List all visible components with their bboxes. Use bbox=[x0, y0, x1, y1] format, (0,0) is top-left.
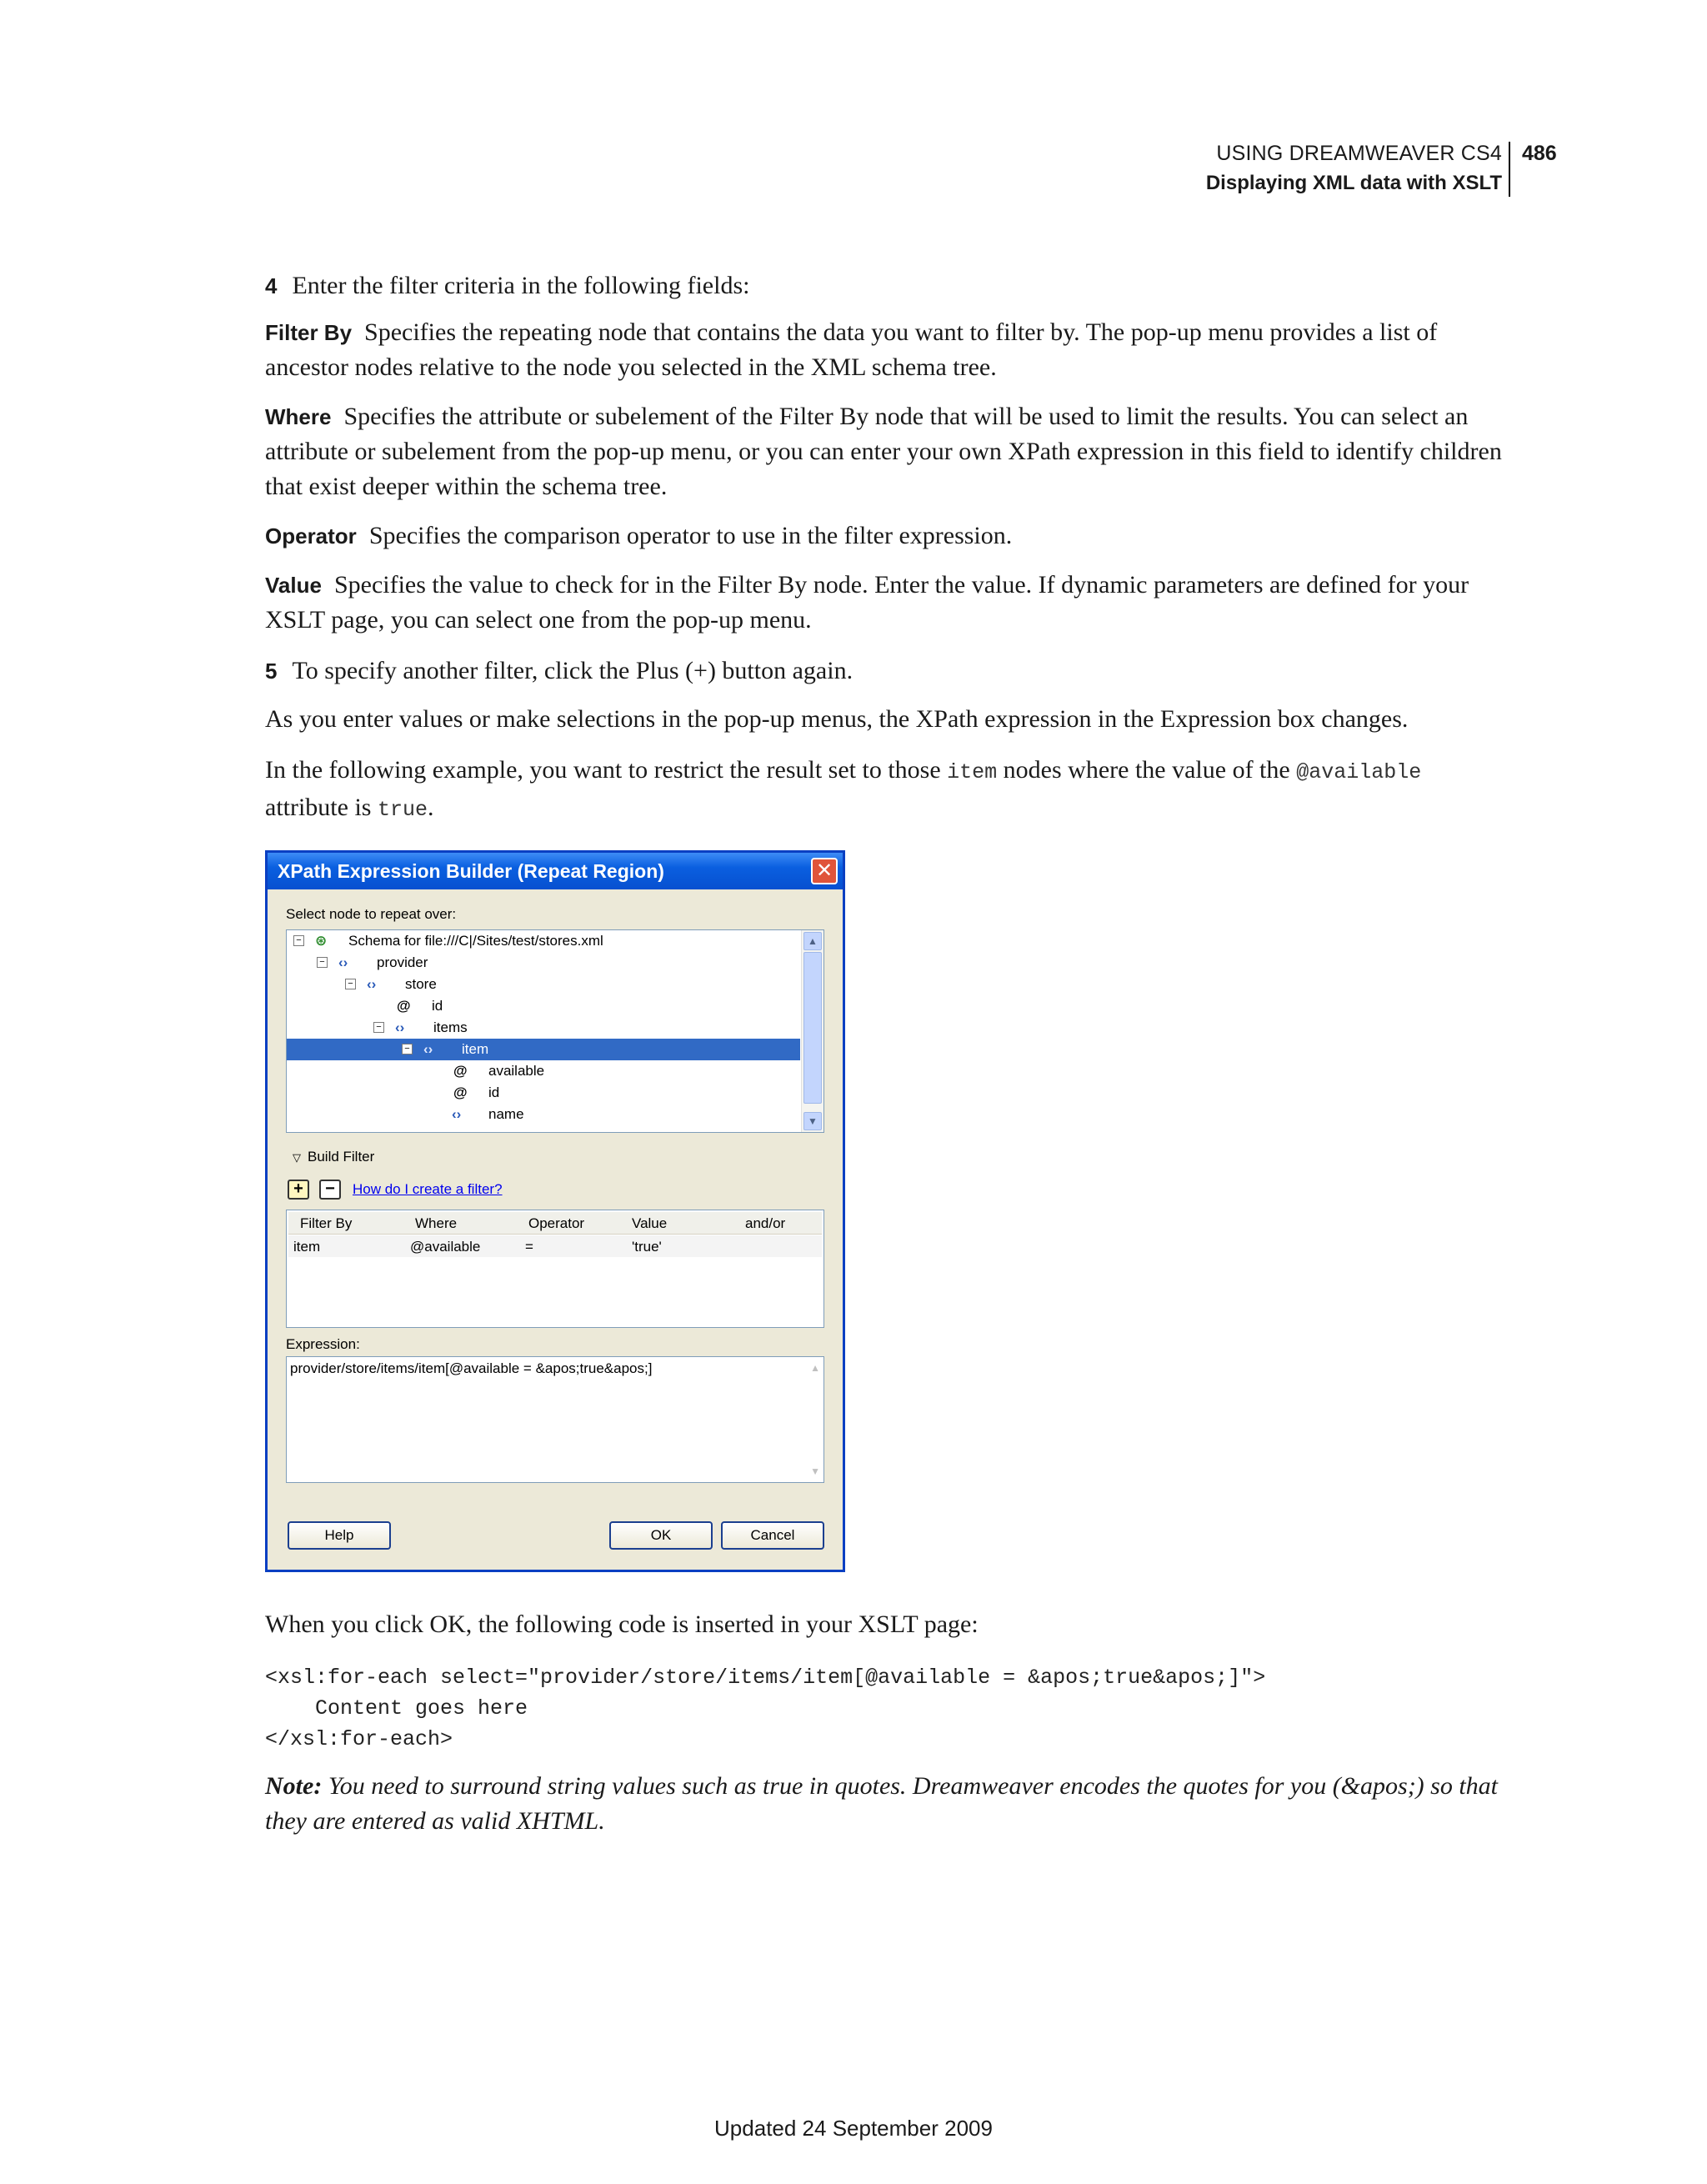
tree-node-label: item bbox=[462, 1041, 489, 1057]
definition-description: Specifies the comparison operator to use in the filter expression. bbox=[368, 522, 1013, 549]
definition-where bbox=[265, 399, 1509, 504]
schema-icon: ⊛ bbox=[315, 933, 328, 949]
collapse-icon[interactable]: − bbox=[373, 1022, 384, 1033]
tree-node-label: available bbox=[488, 1063, 545, 1079]
column-header[interactable]: and/or bbox=[745, 1215, 786, 1231]
definition-description: Specifies the value to check for in the Filter By node. Enter the value. If dynamic parameters are defined for your XSLT page, you can select one from the pop-up menu. bbox=[265, 571, 1469, 634]
header-divider bbox=[1509, 142, 1510, 197]
definition-term: Value bbox=[265, 573, 322, 598]
text-run: nodes where the value of the bbox=[1003, 756, 1290, 784]
attribute-icon: @ bbox=[397, 998, 411, 1014]
column-header[interactable]: Where bbox=[415, 1215, 458, 1231]
add-filter-button[interactable]: + bbox=[288, 1180, 309, 1200]
note-text: You need to surround string values such as true in quotes. Dreamweaver encodes the quotes for you (&apos;) so that they are entered as valid XHTML. bbox=[265, 1772, 1499, 1835]
filter-grid-header bbox=[288, 1212, 822, 1235]
definition-term: Filter By bbox=[265, 320, 353, 345]
repeating-element-icon: ‹› bbox=[423, 1041, 433, 1057]
running-header-title: USING DREAMWEAVER CS4 bbox=[1216, 142, 1502, 165]
text-run: attribute is bbox=[265, 794, 372, 821]
step-5 bbox=[265, 654, 1509, 689]
tree-node-label: provider bbox=[377, 954, 428, 970]
tree-node-label: items bbox=[433, 1019, 468, 1035]
tree-scrollbar[interactable] bbox=[801, 930, 823, 1132]
close-icon[interactable]: ✕ bbox=[811, 858, 838, 884]
help-button[interactable]: Help bbox=[288, 1521, 391, 1550]
ok-button[interactable]: OK bbox=[609, 1521, 713, 1550]
collapse-icon[interactable]: − bbox=[317, 957, 328, 968]
step-number: 4 bbox=[265, 273, 278, 298]
tree-node-label: id bbox=[432, 998, 443, 1014]
collapse-icon[interactable]: − bbox=[293, 935, 304, 946]
scroll-down-icon[interactable]: ▼ bbox=[803, 1112, 822, 1130]
triangle-down-icon: ▽ bbox=[293, 1151, 301, 1164]
inline-code-available: @available bbox=[1296, 760, 1422, 784]
page-number: 486 bbox=[1522, 142, 1557, 165]
xpath-expression-builder-dialog bbox=[265, 850, 845, 1572]
running-header-subtitle: Displaying XML data with XSLT bbox=[1205, 172, 1502, 194]
attribute-icon: @ bbox=[453, 1084, 468, 1100]
tree-node-label: Schema for file:///C|/Sites/test/stores.xml bbox=[348, 933, 603, 949]
note-label: Note: bbox=[265, 1772, 323, 1800]
attribute-icon: @ bbox=[453, 1063, 468, 1079]
dialog-title: XPath Expression Builder (Repeat Region) bbox=[278, 860, 664, 882]
code-line: <xsl:for-each select="provider/store/items/item[@available = &apos;true&apos;]"> bbox=[265, 1666, 1266, 1690]
definition-filter-by bbox=[265, 315, 1509, 385]
footer-updated-date: Updated 24 September 2009 bbox=[714, 2116, 993, 2141]
cancel-button[interactable]: Cancel bbox=[721, 1521, 824, 1550]
column-header[interactable]: Operator bbox=[528, 1215, 585, 1231]
expression-textarea[interactable] bbox=[286, 1356, 824, 1483]
build-filter-label: Build Filter bbox=[308, 1149, 375, 1165]
step-text: To specify another filter, click the Plus (+) button again. bbox=[292, 657, 854, 684]
tree-node-item-selected[interactable] bbox=[287, 1039, 800, 1060]
definition-description: Specifies the attribute or subelement of the Filter By node that will be used to limit the results. You can select an attribute or subelement from the pop-up menu, or you can enter your own XPath expression in this field to identify children that exist deeper within the schema tree. bbox=[265, 403, 1502, 500]
definition-value bbox=[265, 568, 1509, 638]
step-text: Enter the filter criteria in the following fields: bbox=[292, 272, 750, 299]
paragraph-click-ok: When you click OK, the following code is inserted in your XSLT page: bbox=[265, 1610, 979, 1638]
dialog-title-bar bbox=[268, 853, 843, 889]
inline-code-item: item bbox=[947, 760, 998, 784]
filter-grid[interactable] bbox=[286, 1210, 824, 1328]
column-header[interactable]: Value bbox=[632, 1215, 668, 1231]
text-run: In the following example, you want to restrict the result set to those bbox=[265, 756, 941, 784]
code-line: Content goes here bbox=[265, 1696, 528, 1721]
note bbox=[265, 1769, 1509, 1839]
paragraph-expression-changes: As you enter values or make selections in the pop-up menus, the XPath expression in the Expression box changes. bbox=[265, 705, 1409, 733]
remove-filter-button[interactable]: − bbox=[319, 1180, 341, 1200]
tree-node-label: store bbox=[405, 976, 437, 992]
element-icon: ‹› bbox=[452, 1106, 462, 1122]
definition-term: Where bbox=[265, 404, 332, 429]
code-line: </xsl:for-each> bbox=[265, 1727, 453, 1751]
definition-term: Operator bbox=[265, 523, 357, 549]
table-row[interactable] bbox=[288, 1235, 822, 1257]
paragraph-example bbox=[265, 753, 1509, 828]
definition-operator bbox=[265, 518, 1509, 554]
definition-description: Specifies the repeating node that contains the data you want to filter by. The pop-up menu provides a list of ancestor nodes relative to the node you selected in the XML schema tree. bbox=[265, 318, 1438, 381]
scroll-up-icon: ▲ bbox=[810, 1362, 820, 1374]
cell-operator[interactable]: = bbox=[525, 1239, 533, 1255]
repeating-element-icon: ‹› bbox=[367, 976, 377, 992]
inline-code-true: true bbox=[377, 798, 428, 822]
step-4 bbox=[265, 268, 1509, 303]
schema-tree[interactable] bbox=[286, 929, 824, 1133]
step-number: 5 bbox=[265, 659, 278, 684]
code-block bbox=[265, 1662, 1265, 1755]
help-filter-link[interactable]: How do I create a filter? bbox=[353, 1181, 503, 1197]
scroll-down-icon: ▼ bbox=[810, 1465, 820, 1477]
text-run: . bbox=[428, 794, 434, 821]
cell-value[interactable]: 'true' bbox=[632, 1239, 662, 1255]
tree-node-label: id bbox=[488, 1084, 500, 1100]
collapse-icon[interactable]: − bbox=[345, 979, 356, 989]
scroll-thumb[interactable] bbox=[803, 952, 822, 1104]
tree-node-label: name bbox=[488, 1106, 524, 1122]
expression-value: provider/store/items/item[@available = &apos;true&apos;] bbox=[290, 1360, 653, 1376]
tree-label: Select node to repeat over: bbox=[286, 906, 457, 922]
element-icon: ‹› bbox=[338, 954, 348, 970]
scroll-up-icon[interactable]: ▲ bbox=[803, 932, 822, 950]
cell-filter-by[interactable]: item bbox=[293, 1239, 321, 1255]
build-filter-toggle[interactable] bbox=[293, 1149, 374, 1165]
collapse-icon[interactable]: − bbox=[402, 1044, 413, 1054]
cell-where[interactable]: @available bbox=[410, 1239, 481, 1255]
column-header[interactable]: Filter By bbox=[300, 1215, 353, 1231]
expression-label: Expression: bbox=[286, 1336, 360, 1352]
element-icon: ‹› bbox=[395, 1019, 405, 1035]
